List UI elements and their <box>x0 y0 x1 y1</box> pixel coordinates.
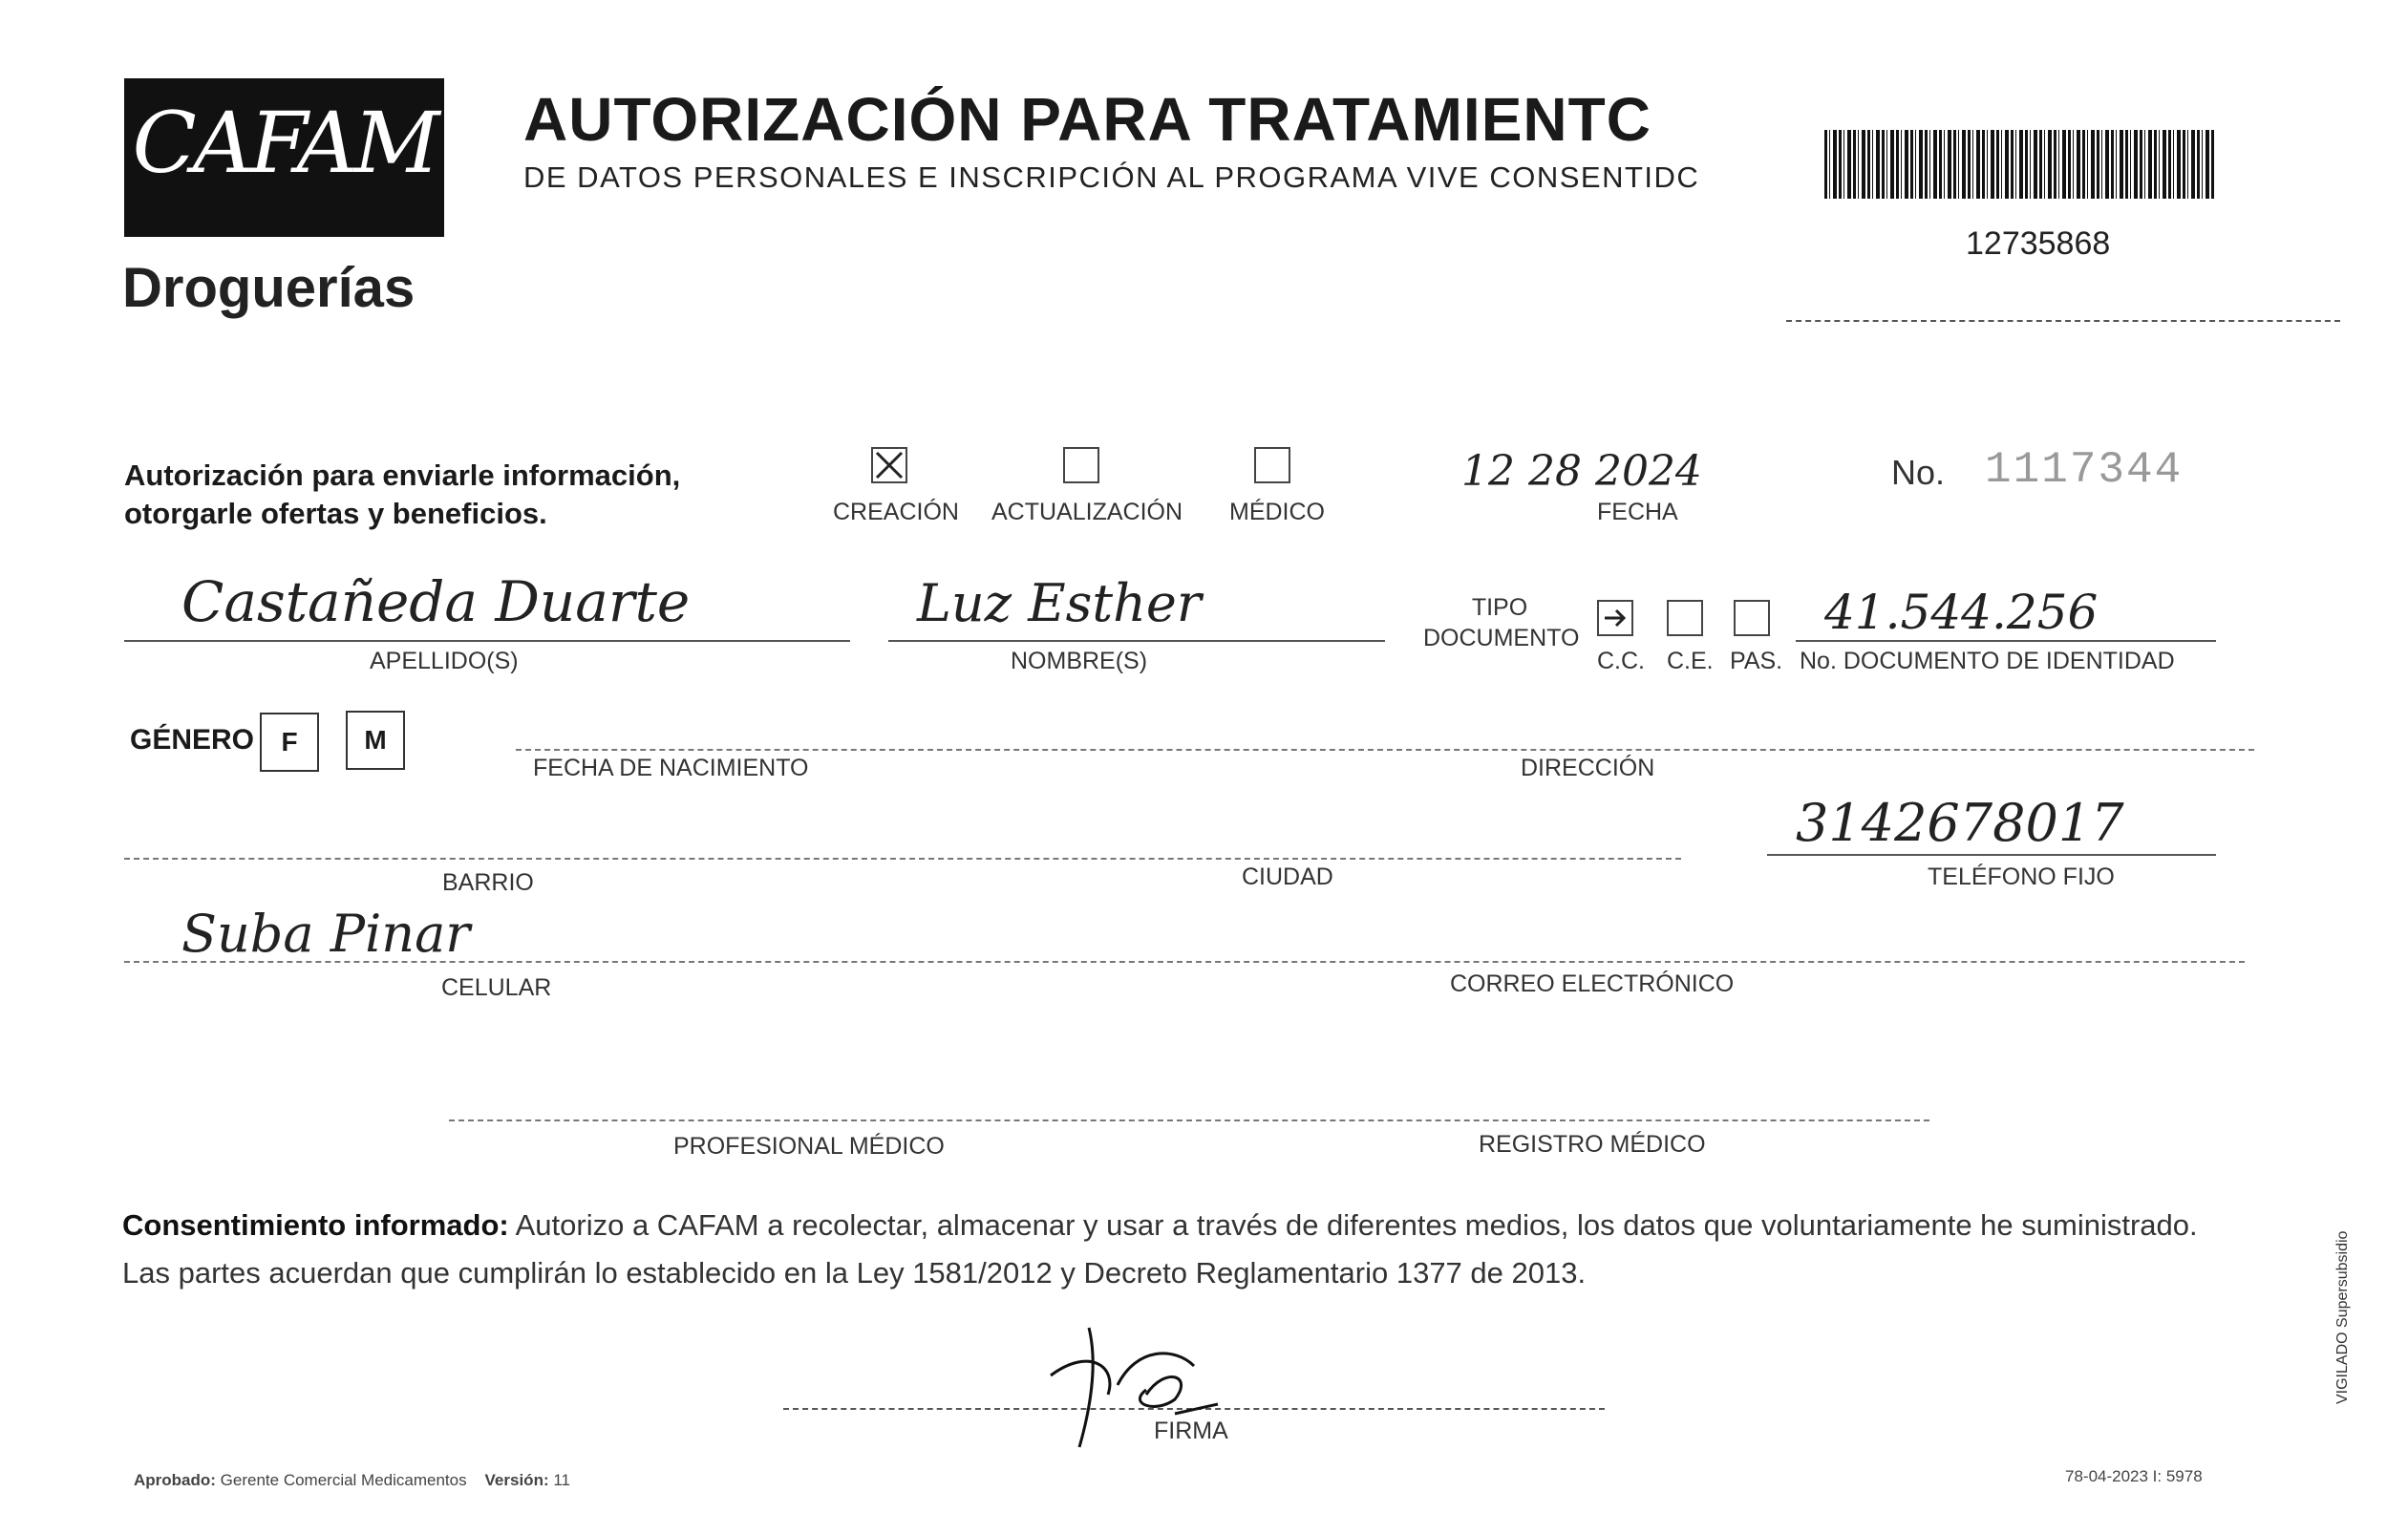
apellidos-label: APELLIDO(S) <box>370 648 519 674</box>
brand-subtitle: Droguerías <box>122 257 416 319</box>
barrio-ciudad-line <box>124 858 1681 860</box>
barcode-number: 12735868 <box>1966 225 2111 262</box>
correo-label: CORREO ELECTRÓNICO <box>1450 970 1735 997</box>
approved-label: Aprobado: <box>134 1471 216 1489</box>
gender-f-box[interactable]: F <box>260 713 319 772</box>
logo-text: CAFAM <box>132 94 437 192</box>
nombres-label: NOMBRE(S) <box>1011 648 1148 674</box>
doc-type-label-cc: C.C. <box>1597 648 1645 674</box>
authorization-text: Autorización para enviarle información, otorgarle ofertas y beneficios. <box>124 458 681 530</box>
version-label: Versión: <box>484 1471 549 1489</box>
doc-number-value[interactable]: 41.544.256 <box>1824 585 2099 640</box>
profesional-registro-line <box>449 1119 1929 1121</box>
option-label-actualizacion: ACTUALIZACIÓN <box>991 499 1183 525</box>
form-subtitle: DE DATOS PERSONALES E INSCRIPCIÓN AL PROGRAMA VIVE CONSENTIDC <box>523 160 1700 194</box>
serial-number: 1117344 <box>1985 445 2184 495</box>
birth-address-line <box>516 749 2254 751</box>
telefono-line <box>1767 854 2216 856</box>
fecha-nacimiento-label: FECHA DE NACIMIENTO <box>533 755 809 781</box>
check-mark-icon <box>873 449 906 481</box>
checkbox-cc[interactable] <box>1597 600 1633 636</box>
checkbox-creacion[interactable] <box>871 447 907 483</box>
genero-label: GÉNERO <box>130 724 255 756</box>
consent-text-line1: Autorizo a CAFAM a recolectar, almacenar y usar a través de diferentes medios, los datos que voluntariamente he suministrado. <box>508 1208 2198 1242</box>
vigilado-side-text <box>2331 1194 2359 1404</box>
telefono-label: TELÉFONO FIJO <box>1928 863 2115 890</box>
gender-m-box[interactable]: M <box>346 711 405 770</box>
doc-number-line <box>1796 640 2216 642</box>
doc-type-label-pas: PAS. <box>1730 648 1783 674</box>
profesional-label: PROFESIONAL MÉDICO <box>673 1133 945 1160</box>
arrow-mark-icon <box>1599 602 1631 634</box>
header-divider <box>1786 320 2340 322</box>
checkbox-ce[interactable] <box>1667 600 1703 636</box>
registro-label: REGISTRO MÉDICO <box>1479 1131 1706 1158</box>
date-value[interactable]: 12 28 2024 <box>1461 447 1702 496</box>
footer-approved <box>134 1471 570 1490</box>
celular-value[interactable]: Suba Pinar <box>181 904 471 964</box>
number-label: No. <box>1891 453 1946 492</box>
approved-value: Gerente Comercial Medicamentos <box>220 1471 467 1489</box>
celular-label: CELULAR <box>441 974 552 1001</box>
option-label-medico: MÉDICO <box>1229 499 1325 525</box>
nombres-value[interactable]: Luz Esther <box>917 573 1202 633</box>
doc-type-label-ce: C.E. <box>1667 648 1714 674</box>
date-label: FECHA <box>1597 499 1678 525</box>
consent-text-line2: Las partes acuerdan que cumplirán lo establecido en la Ley 1581/2012 y Decreto Reglamentario 1377 de 2013. <box>122 1256 1587 1290</box>
option-label-creacion: CREACIÓN <box>833 499 959 525</box>
checkbox-actualizacion[interactable] <box>1063 447 1099 483</box>
form-title: AUTORIZACIÓN PARA TRATAMIENTC <box>523 85 1652 154</box>
consent-text <box>122 1202 2271 1297</box>
telefono-value[interactable]: 3142678017 <box>1796 793 2124 853</box>
checkbox-pas[interactable] <box>1734 600 1770 636</box>
version-value: 11 <box>553 1471 571 1489</box>
barrio-label: BARRIO <box>442 869 534 896</box>
side-text: VIGILADO Supersubsidio <box>2334 1230 2351 1404</box>
apellidos-value[interactable]: Castañeda Duarte <box>181 569 691 634</box>
footer-right-code: 78-04-2023 I: 5978 <box>2065 1467 2203 1485</box>
nombres-line <box>888 640 1385 642</box>
ciudad-label: CIUDAD <box>1242 863 1333 890</box>
apellidos-line <box>124 640 850 642</box>
checkbox-medico[interactable] <box>1254 447 1290 483</box>
consent-heading: Consentimiento informado: <box>122 1208 509 1242</box>
barcode <box>1824 130 2216 199</box>
firma-label: FIRMA <box>1154 1418 1228 1444</box>
tipo-documento-label: TIPO DOCUMENTO <box>1423 594 1580 651</box>
doc-number-label: No. DOCUMENTO DE IDENTIDAD <box>1800 648 2175 674</box>
direccion-label: DIRECCIÓN <box>1521 755 1655 781</box>
